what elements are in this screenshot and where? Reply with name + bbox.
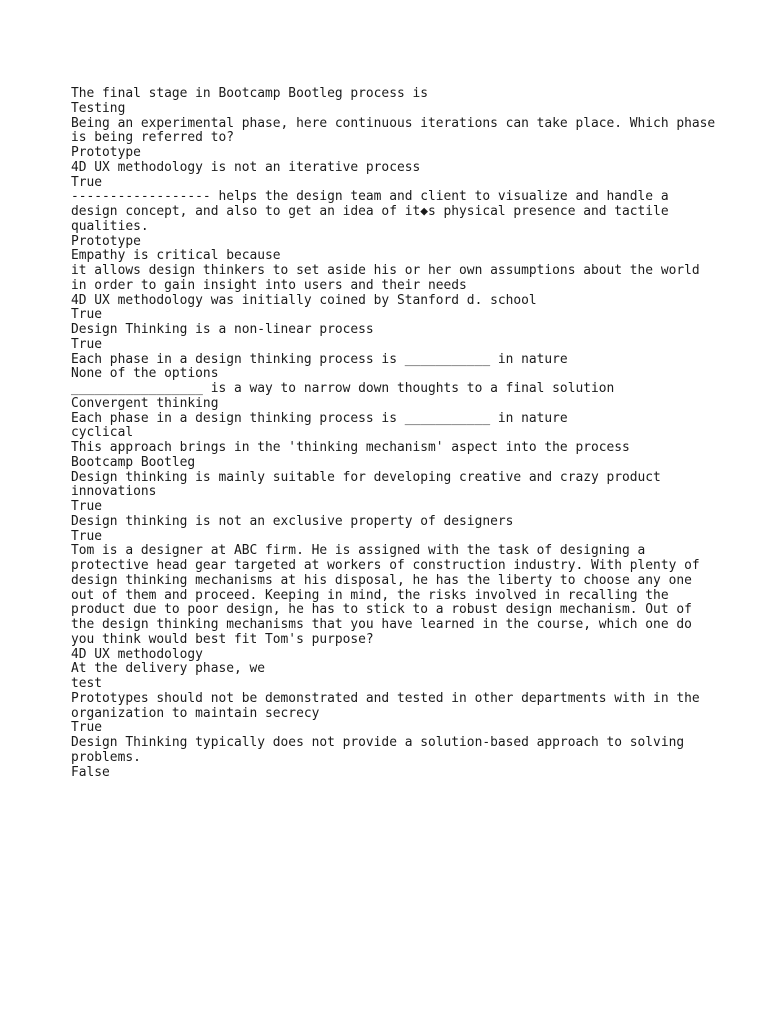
- text-line: Design Thinking typically does not provide a solution-based approach to solving: [71, 735, 685, 750]
- text-line: Testing: [71, 100, 126, 116]
- text-line: True: [71, 336, 103, 352]
- text-line: Empathy is critical because: [71, 248, 281, 264]
- text-line: The final stage in Bootcamp Bootleg process is: [71, 86, 428, 101]
- text-line: organization to maintain secrecy: [71, 705, 320, 721]
- text-line: _________________ is a way to narrow down thoughts to a final solution: [71, 381, 615, 396]
- text-line: True: [71, 720, 103, 736]
- text-line: the design thinking mechanisms that you have learned in the course, which one do: [71, 617, 692, 632]
- text-line: Convergent thinking: [71, 395, 219, 411]
- text-line: None of the options: [71, 366, 219, 382]
- text-line: cyclical: [71, 425, 134, 441]
- text-line: Prototype: [71, 233, 141, 249]
- text-line: False: [71, 764, 110, 780]
- text-line: Design thinking is not an exclusive property of designers: [71, 513, 514, 529]
- text-line: product due to poor design, he has to stick to a robust design mechanism. Out of: [71, 602, 692, 618]
- text-line: in order to gain insight into users and their needs: [71, 277, 467, 293]
- text-line: Prototype: [71, 145, 141, 160]
- text-line: Being an experimental phase, here continuous iterations can take place. Which phase: [71, 115, 716, 131]
- text-line: True: [71, 499, 103, 514]
- text-line: Design thinking is mainly suitable for developing creative and crazy product: [71, 469, 661, 485]
- text-line: Tom is a designer at ABC firm. He is assigned with the task of designing a: [71, 543, 646, 559]
- text-line: 4D UX methodology was initially coined by Stanford d. school: [71, 292, 537, 308]
- text-line: innovations: [71, 484, 157, 500]
- text-line: design concept, and also to get an idea of it◆s physical presence and tactile: [71, 204, 669, 219]
- text-line: protective head gear targeted at workers of construction industry. With plenty of: [71, 558, 700, 573]
- text-line: Design Thinking is a non-linear process: [71, 322, 374, 337]
- text-line: is being referred to?: [71, 130, 234, 146]
- document-text: [71, 86, 716, 780]
- text-line: True: [71, 307, 103, 323]
- text-line: 4D UX methodology: [71, 646, 203, 662]
- text-line: qualities.: [71, 218, 149, 234]
- text-line: This approach brings in the 'thinking mechanism' aspect into the process: [71, 440, 630, 455]
- text-line: Each phase in a design thinking process is ___________ in nature: [71, 351, 568, 367]
- text-line: problems.: [71, 749, 141, 765]
- text-line: design thinking mechanisms at his disposal, he has the liberty to choose any one: [71, 572, 692, 588]
- text-line: ------------------ helps the design team and client to visualize and handle a: [71, 189, 669, 205]
- text-line: At the delivery phase, we: [71, 661, 266, 677]
- text-line: Prototypes should not be demonstrated and tested in other departments with in the: [71, 690, 700, 706]
- text-line: 4D UX methodology is not an iterative process: [71, 159, 421, 175]
- text-line: Each phase in a design thinking process is ___________ in nature: [71, 410, 568, 426]
- text-line: you think would best fit Tom's purpose?: [71, 631, 374, 647]
- text-line: True: [71, 174, 103, 190]
- text-line: test: [71, 676, 103, 691]
- text-line: Bootcamp Bootleg: [71, 454, 196, 470]
- text-line: out of them and proceed. Keeping in mind, the risks involved in recalling the: [71, 587, 669, 603]
- text-line: True: [71, 528, 103, 544]
- text-line: it allows design thinkers to set aside his or her own assumptions about the world: [71, 263, 700, 278]
